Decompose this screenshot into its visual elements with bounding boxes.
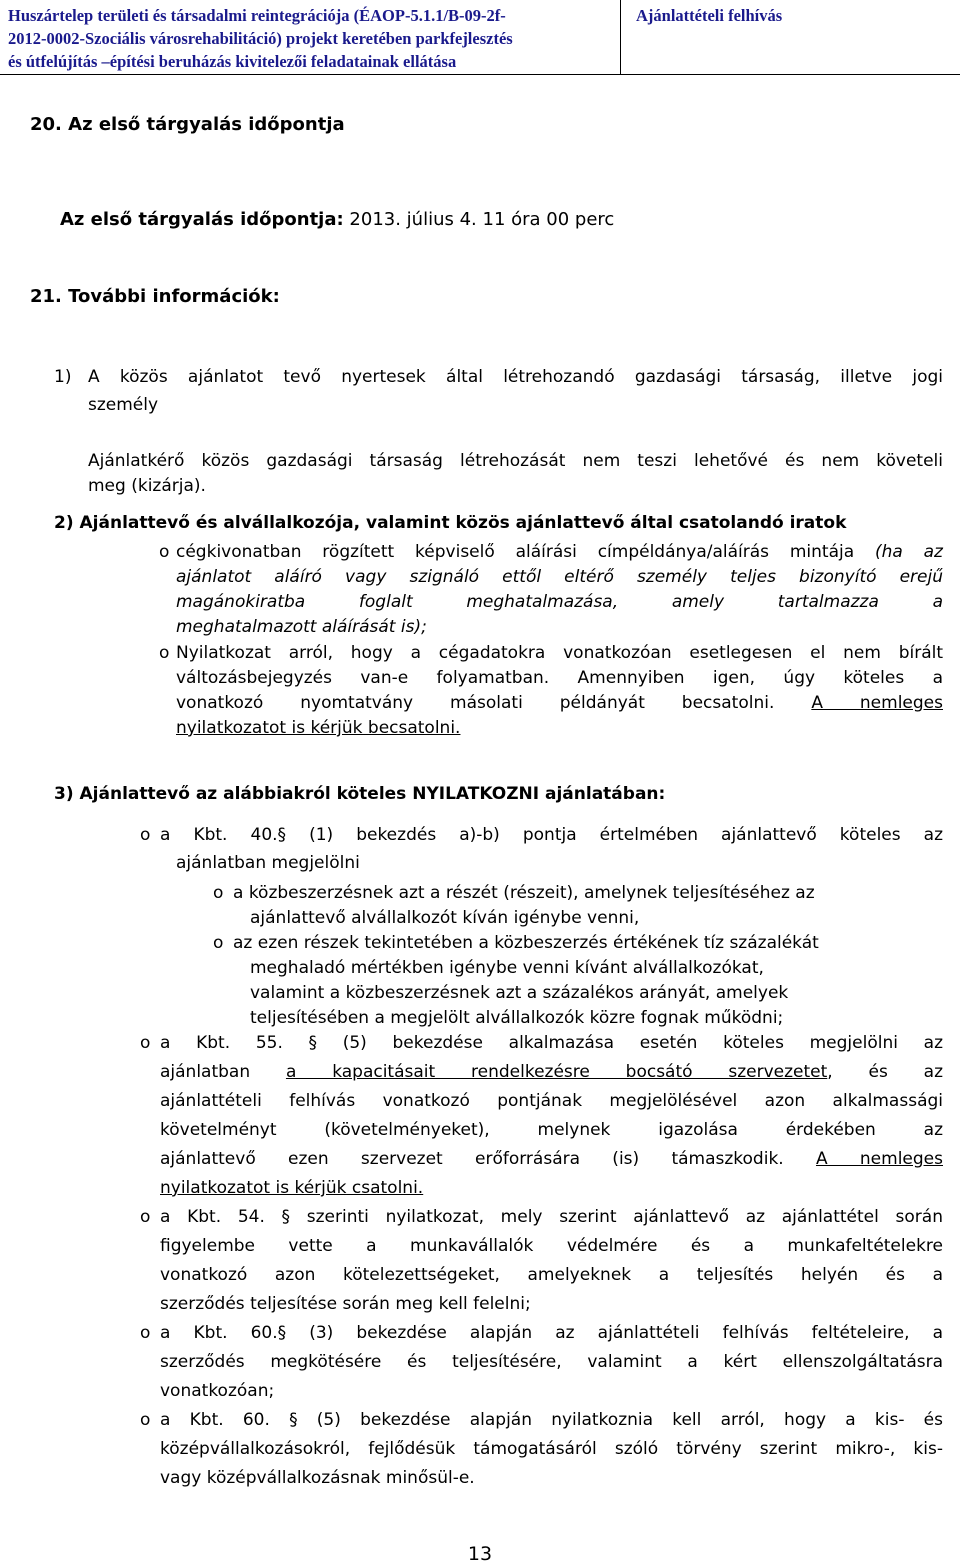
header-line: Huszártelep területi és társadalmi reintegrációja (ÉAOP-5.1.1/B-09-2f- (8, 6, 506, 25)
item-1-body-line: Ajánlatkérő közös gazdasági társaság létrehozását nem teszi lehetővé és nem követeli (88, 451, 943, 471)
item-3-bullet-3-line: figyelembe vette a munkavállalók védelmére és a munkafeltételekre (160, 1236, 943, 1256)
item-3-bullet-2-line: nyilatkozatot is kérjük csatolni. (160, 1178, 424, 1198)
page-number: 13 (467, 1543, 493, 1565)
sub-bullet-2-line: az ezen részek tekintetében a közbeszerzés értékének tíz százalékát (233, 933, 819, 953)
sub-bullet-2-line: teljesítésében a megjelölt alvállalkozók közre fognak működni; (250, 1008, 784, 1028)
item-3-bullet-2-line: követelményt (követelményeket), melynek igazolása érdekében az (160, 1120, 943, 1140)
item-3-bullet-4-line: vonatkozóan; (160, 1381, 275, 1401)
item-3-bullet-2-line: a Kbt. 55. § (5) bekezdése alkalmazása esetén köteles megjelölni az (160, 1033, 943, 1053)
item-3-bullet-2-line: ajánlattevő ezen szervezet erőforrására (is) támaszkodik. A nemleges (160, 1149, 943, 1169)
item-1-body-line: meg (kizárja). (88, 476, 206, 496)
sub-bullet-1-line: ajánlattevő alvállalkozót kíván igénybe venni, (250, 908, 640, 928)
header-project-title (0, 0, 621, 74)
item-3-bullet-4-line: szerződés megkötésére és teljesítésére, valamint a kért ellenszolgáltatásra (160, 1352, 943, 1372)
bullet-marker: o (159, 643, 170, 663)
item-2-bullet-1-line: meghatalmazott aláírását is); (176, 617, 427, 637)
sub-bullet-2-line: valamint a közbeszerzésnek azt a százalékos arányát, amelyek (250, 983, 789, 1003)
first-negotiation-value: 2013. július 4. 11 óra 00 perc (343, 209, 615, 230)
item-1-title-line: személy (88, 395, 159, 415)
header-line: és útfelújítás –építési beruházás kivitelezői feladatainak ellátása (8, 52, 457, 71)
sub-bullet-1-line: a közbeszerzésnek azt a részét (részeit), amelynek teljesítéséhez az (233, 883, 815, 903)
bullet-marker: o (140, 1323, 151, 1343)
first-negotiation-label: Az első tárgyalás időpontja: (60, 209, 344, 230)
item-2-bullet-1-line: cégkivonatban rögzített képviselő aláírási címpéldánya/aláírás mintája (ha az (176, 542, 943, 562)
bullet-marker: o (213, 883, 224, 903)
item-1-title-line: A közös ajánlatot tevő nyertesek által létrehozandó gazdasági társaság, illetve jogi (88, 367, 943, 387)
bullet-marker: o (140, 1410, 151, 1430)
section-21-heading: 21. További információk: (30, 286, 280, 307)
bullet-marker: o (140, 1207, 151, 1227)
bullet-marker: o (159, 542, 170, 562)
first-negotiation-date (60, 209, 614, 231)
item-3-bullet-2-line: ajánlatban a kapacitásait rendelkezésre bocsátó szervezetet, és az (160, 1062, 944, 1082)
item-3-bullet-1-line: ajánlatban megjelölni (176, 853, 360, 873)
item-3-bullet-5-line: középvállalkozásokról, fejlődésük támogatásáról szóló törvény szerint mikro-, kis- (160, 1439, 943, 1459)
item-2-bullet-2-line: vonatkozó nyomtatvány másolati példányát becsatolni. A nemleges (176, 693, 943, 713)
header-line: 2012-0002-Szociális városrehabilitáció) projekt keretében parkfejlesztés (8, 29, 513, 48)
item-3-bullet-1-line: a Kbt. 40.§ (1) bekezdés a)-b) pontja értelmében ajánlattevő köteles az (160, 825, 943, 845)
bullet-marker: o (140, 1033, 151, 1053)
item-3-bullet-3-line: szerződés teljesítése során meg kell felelni; (160, 1294, 531, 1314)
item-2-bullet-1-line: ajánlatot aláíró vagy szignáló ettől eltérő személy teljes bizonyító erejű (176, 567, 943, 587)
item-3-bullet-4-line: a Kbt. 60.§ (3) bekezdése alapján az ajánlattételi felhívás feltételeire, a (160, 1323, 943, 1343)
sub-bullet-2-line: meghaladó mértékben igénybe venni kívánt alvállalkozókat, (250, 958, 764, 978)
item-3-bullet-2-line: ajánlattételi felhívás vonatkozó pontjának megjelölésével azon alkalmassági (160, 1091, 943, 1111)
page-header (0, 0, 960, 75)
item-2-heading: 2) Ajánlattevő és alvállalkozója, valamint közös ajánlattevő által csatolandó iratok (54, 513, 847, 533)
item-3-bullet-3-line: a Kbt. 54. § szerinti nyilatkozat, mely szerint ajánlattevő az ajánlattétel során (160, 1207, 943, 1227)
item-2-bullet-2-line: Nyilatkozat arról, hogy a cégadatokra vonatkozóan esetlegesen el nem bírált (176, 643, 943, 663)
bullet-marker: o (213, 933, 224, 953)
item-3-heading: 3) Ajánlattevő az alábbiakról köteles NYILATKOZNI ajánlatában: (54, 784, 666, 804)
item-2-bullet-2-line: nyilatkozatot is kérjük becsatolni. (176, 718, 461, 738)
item-2-bullet-2-line: változásbejegyzés van-e folyamatban. Amennyiben igen, úgy köteles a (176, 668, 943, 688)
item-1-number: 1) (54, 367, 72, 387)
section-20-heading: 20. Az első tárgyalás időpontja (30, 114, 345, 135)
item-3-bullet-3-line: vonatkozó azon kötelezettségeket, amelyeknek a teljesítés helyén és a (160, 1265, 943, 1285)
item-2-bullet-1-line: magánokiratba foglalt meghatalmazása, amely tartalmazza a (176, 592, 943, 612)
item-3-bullet-5-line: a Kbt. 60. § (5) bekezdése alapján nyilatkoznia kell arról, hogy a kis- és (160, 1410, 943, 1430)
bullet-marker: o (140, 825, 151, 845)
item-3-bullet-5-line: vagy középvállalkozásnak minősül-e. (160, 1468, 475, 1488)
header-document-type: Ajánlattételi felhívás (636, 6, 783, 25)
